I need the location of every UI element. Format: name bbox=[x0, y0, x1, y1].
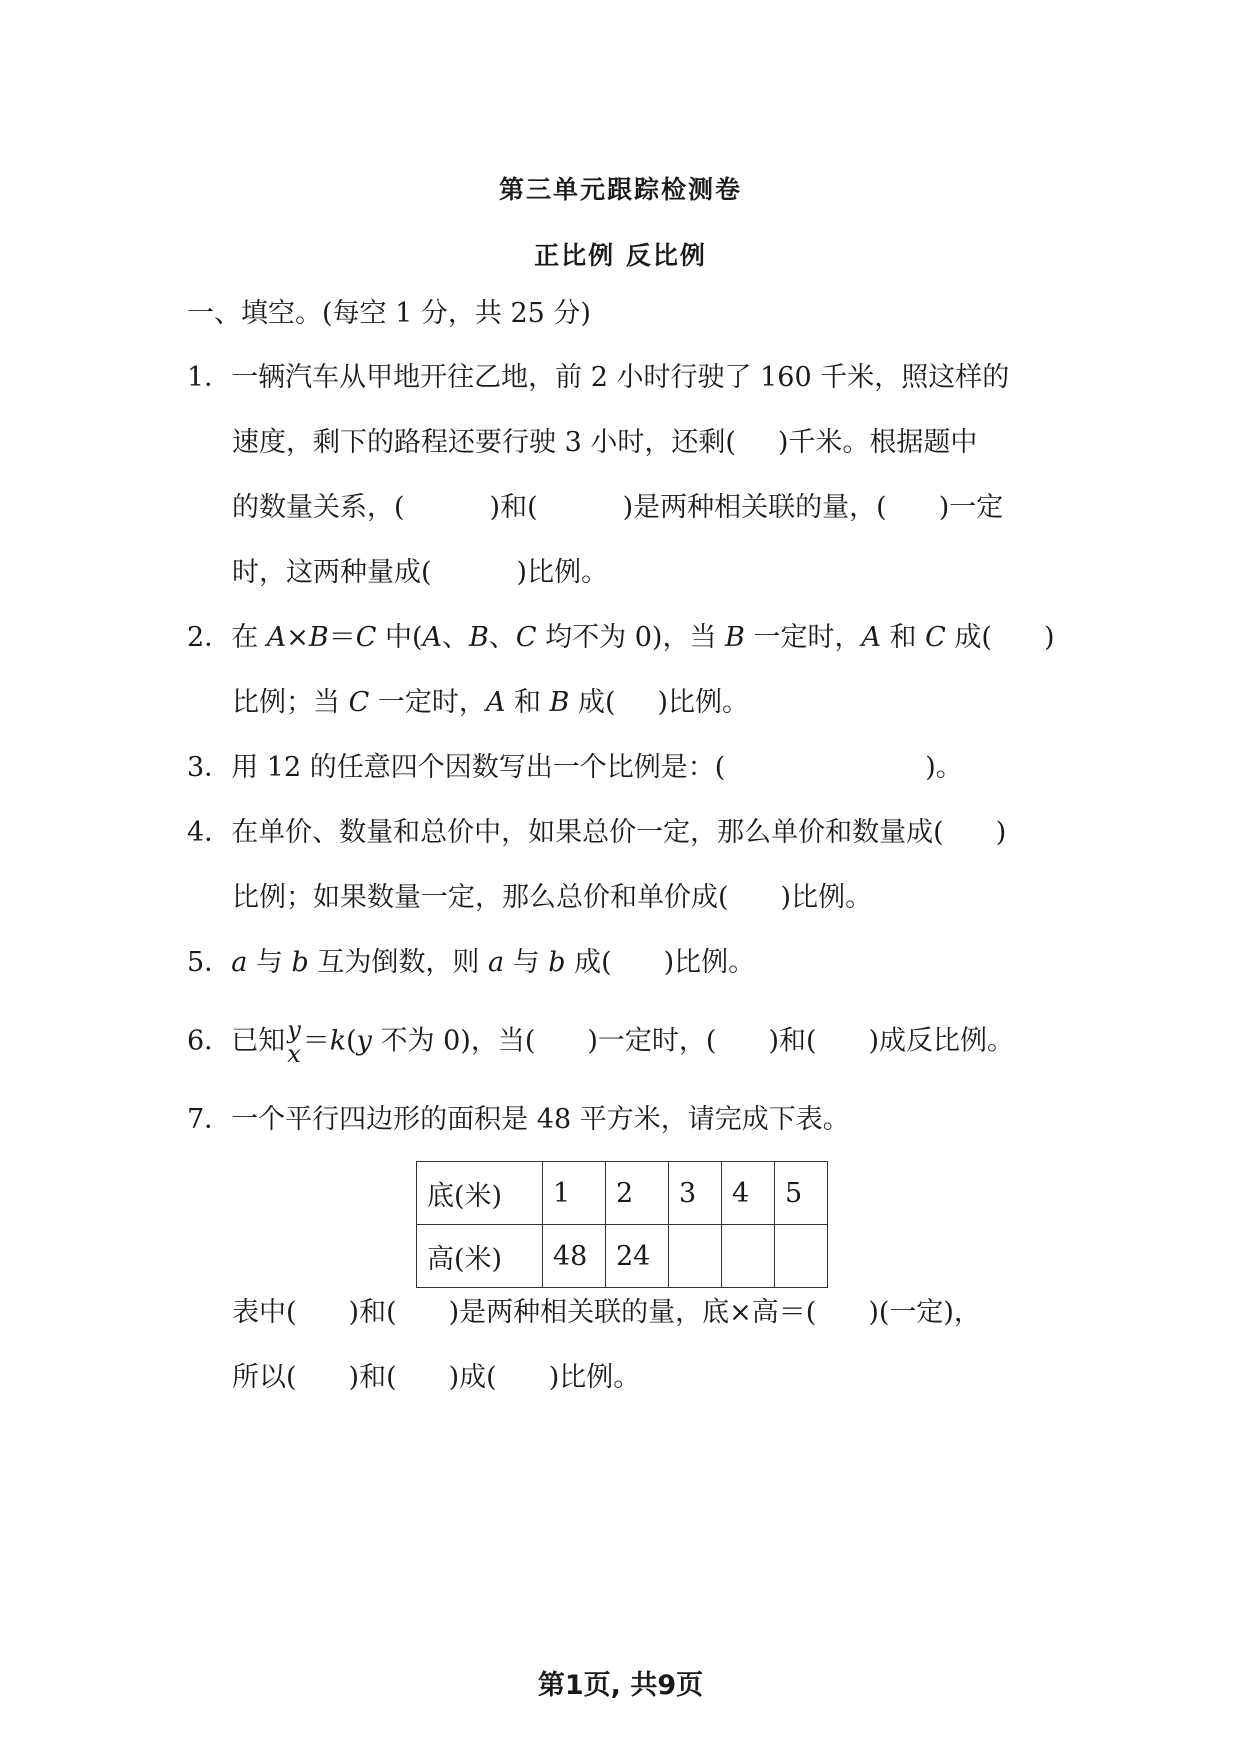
question-text: 时，这两种量成( bbox=[232, 557, 432, 588]
question-text: 中( bbox=[376, 622, 423, 653]
question-number: 2． bbox=[187, 622, 232, 653]
variable-b: B bbox=[725, 622, 745, 653]
question-text: 成( bbox=[945, 622, 992, 653]
table-cell-blank[interactable] bbox=[669, 1225, 722, 1288]
question-text: 成( bbox=[565, 947, 612, 978]
question-text: 已知 bbox=[231, 1025, 286, 1057]
table-cell-blank[interactable] bbox=[775, 1225, 828, 1288]
question-text: )千米。根据题中 bbox=[777, 427, 978, 458]
document-subtitle: 正比例 反比例 bbox=[534, 241, 707, 270]
question-text: 在 bbox=[231, 622, 267, 653]
variable-a: A bbox=[422, 622, 443, 653]
question-5 bbox=[187, 946, 755, 980]
question-text: )比例。 bbox=[516, 557, 609, 588]
table-cell: 24 bbox=[606, 1225, 669, 1288]
question-text: 一定时， bbox=[369, 687, 486, 718]
variable-k: k bbox=[329, 1025, 347, 1057]
question-text: 与 bbox=[247, 947, 292, 978]
question-text: 表中( bbox=[232, 1297, 297, 1328]
question-text: 不为 0)，当( bbox=[371, 1025, 536, 1057]
variable-c: C bbox=[925, 622, 946, 653]
question-1-line-1 bbox=[187, 361, 1009, 395]
question-text: )和( bbox=[348, 1297, 397, 1328]
question-number: 1． bbox=[187, 362, 232, 393]
question-text: 一辆汽车从甲地开往乙地，前 2 小时行驶了 160 千米，照这样的 bbox=[231, 362, 1010, 393]
question-7 bbox=[187, 1103, 850, 1137]
table-cell: 1 bbox=[543, 1162, 606, 1225]
row-header-height: 高(米) bbox=[417, 1225, 543, 1288]
variable-c: C bbox=[355, 622, 377, 653]
variable-a: A bbox=[266, 622, 287, 653]
question-text: )比例。 bbox=[548, 1362, 641, 1393]
question-text: ) bbox=[1043, 622, 1055, 653]
row-header-base: 底(米) bbox=[417, 1162, 543, 1225]
question-text: )。 bbox=[925, 752, 963, 783]
question-1-line-3 bbox=[232, 491, 1003, 525]
variable-b: b bbox=[548, 947, 566, 978]
question-number: 4． bbox=[187, 817, 232, 848]
question-text: ) bbox=[995, 817, 1007, 848]
question-7-line-3 bbox=[232, 1361, 640, 1395]
question-text: )比例。 bbox=[657, 687, 750, 718]
question-text: 均不为 0)，当 bbox=[536, 622, 726, 653]
question-3 bbox=[187, 751, 963, 785]
variable-b: B bbox=[469, 622, 489, 653]
table-cell: 2 bbox=[606, 1162, 669, 1225]
question-text: )比例。 bbox=[663, 947, 756, 978]
table-row bbox=[417, 1162, 828, 1225]
question-text: 成( bbox=[569, 687, 616, 718]
variable-b: B bbox=[308, 622, 329, 653]
question-text: )(一定)， bbox=[868, 1297, 981, 1328]
question-text: 的数量关系，( bbox=[232, 492, 405, 523]
question-text: )是两种相关联的量，( bbox=[622, 492, 887, 523]
question-2-line-1 bbox=[187, 621, 1054, 655]
times-sign: × bbox=[286, 622, 309, 653]
table-cell: 3 bbox=[669, 1162, 722, 1225]
question-text: 一个平行四边形的面积是 48 平方米，请完成下表。 bbox=[231, 1104, 850, 1135]
question-7-line-2 bbox=[232, 1296, 981, 1330]
question-1-line-4 bbox=[232, 556, 608, 590]
question-text: 所以( bbox=[232, 1362, 297, 1393]
variable-a: a bbox=[487, 947, 505, 978]
fraction-denominator: x bbox=[287, 1040, 301, 1068]
page-number: 第1页, 共9页 bbox=[537, 1670, 704, 1701]
question-text: 互为倒数，则 bbox=[308, 947, 488, 978]
question-text: 和 bbox=[880, 622, 926, 653]
question-text: )一定 bbox=[938, 492, 1004, 523]
question-text: )和( bbox=[348, 1362, 397, 1393]
document-title: 第三单元跟踪检测卷 bbox=[498, 175, 742, 204]
variable-a: A bbox=[861, 622, 881, 653]
question-text: )一定时，( bbox=[587, 1025, 717, 1057]
fraction-y-over-x bbox=[287, 1018, 301, 1066]
separator: 、 bbox=[442, 622, 470, 653]
question-4-line-1 bbox=[187, 816, 1006, 850]
table-row bbox=[417, 1225, 828, 1288]
variable-y: y bbox=[356, 1025, 372, 1057]
question-number: 5． bbox=[187, 947, 232, 978]
variable-b: b bbox=[291, 947, 309, 978]
variable-a: a bbox=[231, 947, 248, 978]
question-text: 与 bbox=[504, 947, 549, 978]
table-cell: 5 bbox=[775, 1162, 828, 1225]
question-number: 7． bbox=[187, 1104, 232, 1135]
table-cell: 48 bbox=[543, 1225, 606, 1288]
separator: 、 bbox=[488, 622, 516, 653]
question-2-line-2 bbox=[232, 686, 749, 720]
question-number: 6． bbox=[187, 1025, 232, 1057]
fraction-numerator: y bbox=[287, 1016, 301, 1044]
question-text: 用 12 的任意四个因数写出一个比例是：( bbox=[231, 752, 726, 783]
variable-c: C bbox=[348, 687, 370, 718]
question-text: 比例；当 bbox=[232, 687, 349, 718]
question-text: )成反比例。 bbox=[868, 1025, 1015, 1057]
variable-c: C bbox=[515, 622, 537, 653]
question-text: )和( bbox=[489, 492, 538, 523]
question-text: 比例；如果数量一定，那么总价和单价成( bbox=[232, 882, 729, 913]
question-text: ( bbox=[346, 1025, 357, 1057]
question-text: 和 bbox=[505, 687, 550, 718]
equals-sign: ＝ bbox=[302, 1025, 330, 1057]
question-text: )和( bbox=[768, 1025, 817, 1057]
question-4-line-2 bbox=[232, 881, 872, 915]
question-number: 3． bbox=[187, 752, 232, 783]
question-1-line-2 bbox=[232, 426, 977, 460]
question-6 bbox=[187, 1018, 1014, 1066]
question-text: 一定时， bbox=[744, 622, 862, 653]
variable-b: B bbox=[549, 687, 570, 718]
section-heading: 一、填空。(每空 1 分，共 25 分) bbox=[187, 298, 591, 329]
question-text: 在单价、数量和总价中，如果总价一定，那么单价和数量成( bbox=[231, 817, 944, 848]
question-text: )是两种相关联的量，底×高＝( bbox=[448, 1297, 817, 1328]
variable-a: A bbox=[485, 687, 506, 718]
data-table bbox=[416, 1161, 828, 1288]
table-cell: 4 bbox=[722, 1162, 775, 1225]
question-text: )成( bbox=[448, 1362, 497, 1393]
equals-sign: ＝ bbox=[328, 622, 356, 653]
question-text: 速度，剩下的路程还要行驶 3 小时，还剩( bbox=[232, 427, 736, 458]
table-cell-blank[interactable] bbox=[722, 1225, 775, 1288]
question-text: )比例。 bbox=[780, 882, 873, 913]
